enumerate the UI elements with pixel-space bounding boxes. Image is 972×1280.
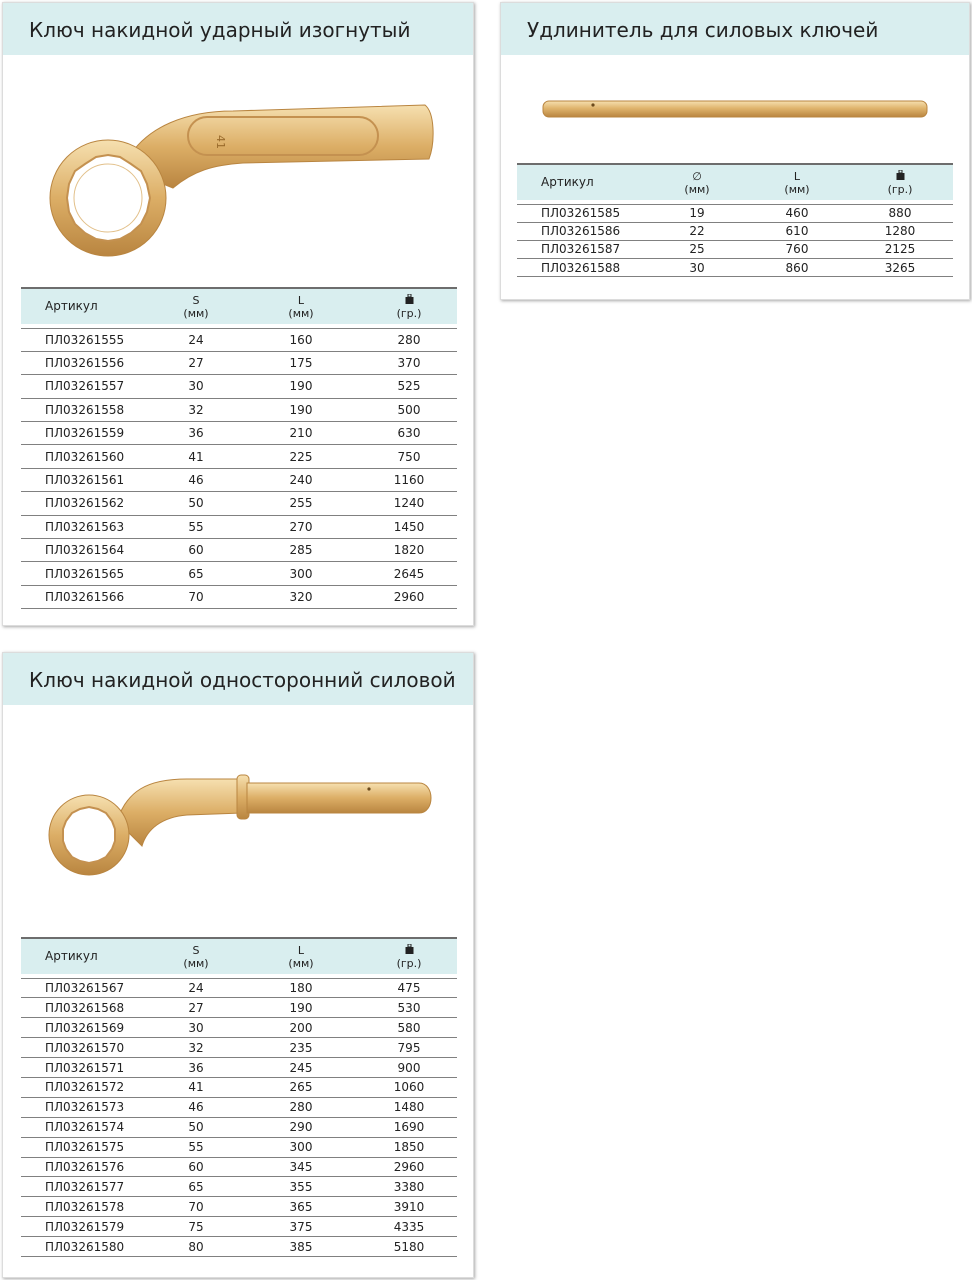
col-header-weight <box>361 288 457 324</box>
article-cell: ПЛ03261588 <box>517 259 647 277</box>
table-row <box>21 1157 457 1177</box>
length-cell: 200 <box>241 1018 361 1038</box>
col-header-l <box>747 164 847 200</box>
weight-cell: 3380 <box>361 1177 457 1197</box>
length-cell: 190 <box>241 398 361 421</box>
col-header-l-unit: (мм) <box>288 956 314 970</box>
weight-cell: 530 <box>361 998 457 1018</box>
card-title: Ключ накидной односторонний силовой <box>3 653 473 705</box>
article-cell: ПЛ03261556 <box>21 351 151 374</box>
weight-cell: 1160 <box>361 468 457 491</box>
weight-cell: 1280 <box>847 222 953 240</box>
article-cell: ПЛ03261569 <box>21 1018 151 1038</box>
weight-cell: 4335 <box>361 1217 457 1237</box>
length-cell: 190 <box>241 998 361 1018</box>
weight-cell: 3910 <box>361 1197 457 1217</box>
size-cell: 30 <box>151 1018 241 1038</box>
col-header-l-unit: (мм) <box>784 182 810 196</box>
size-cell: 80 <box>151 1237 241 1257</box>
weight-cell: 3265 <box>847 259 953 277</box>
weight-cell: 2125 <box>847 240 953 258</box>
article-cell: ПЛ03261576 <box>21 1157 151 1177</box>
size-cell: 46 <box>151 1097 241 1117</box>
size-cell: 19 <box>647 204 747 222</box>
length-cell: 300 <box>241 1137 361 1157</box>
extension-bar-image <box>541 97 931 125</box>
table-row <box>21 351 457 374</box>
table-row <box>21 1038 457 1058</box>
table-row <box>21 1197 457 1217</box>
length-cell: 375 <box>241 1217 361 1237</box>
size-cell: 32 <box>151 1038 241 1058</box>
size-cell: 41 <box>151 445 241 468</box>
size-cell: 27 <box>151 351 241 374</box>
spec-table <box>21 287 457 609</box>
col-header-l-top: L <box>297 293 305 307</box>
length-cell: 265 <box>241 1077 361 1097</box>
article-cell: ПЛ03261558 <box>21 398 151 421</box>
spec-table <box>21 937 457 1257</box>
product-card-extension <box>500 2 970 300</box>
weight-cell: 1060 <box>361 1077 457 1097</box>
article-cell: ПЛ03261573 <box>21 1097 151 1117</box>
article-cell: ПЛ03261560 <box>21 445 151 468</box>
spec-table <box>517 163 953 277</box>
size-cell: 55 <box>151 515 241 538</box>
article-cell: ПЛ03261571 <box>21 1058 151 1078</box>
length-cell: 175 <box>241 351 361 374</box>
length-cell: 180 <box>241 978 361 998</box>
article-cell: ПЛ03261579 <box>21 1217 151 1237</box>
table-row <box>21 1237 457 1257</box>
length-cell: 160 <box>241 328 361 351</box>
weight-cell: 1820 <box>361 539 457 562</box>
size-cell: 55 <box>151 1137 241 1157</box>
article-cell: ПЛ03261568 <box>21 998 151 1018</box>
article-cell: ПЛ03261578 <box>21 1197 151 1217</box>
article-cell: ПЛ03261577 <box>21 1177 151 1197</box>
size-cell: 22 <box>647 222 747 240</box>
wrench-marking: 41 <box>214 135 227 149</box>
col-header-weight <box>361 938 457 974</box>
table-row <box>21 468 457 491</box>
length-cell: 365 <box>241 1197 361 1217</box>
bent-striking-wrench-image <box>43 93 443 268</box>
length-cell: 290 <box>241 1117 361 1137</box>
product-card-bent-wrench <box>2 2 474 626</box>
article-cell: ПЛ03261562 <box>21 492 151 515</box>
length-cell: 235 <box>241 1038 361 1058</box>
size-cell: 60 <box>151 1157 241 1177</box>
article-cell: ПЛ03261570 <box>21 1038 151 1058</box>
table-row <box>21 1117 457 1137</box>
size-cell: 46 <box>151 468 241 491</box>
col-header-l <box>241 288 361 324</box>
weight-cell: 1450 <box>361 515 457 538</box>
col-header-l-top: L <box>793 169 801 183</box>
col-header-weight-unit: (гр.) <box>396 306 422 320</box>
weight-cell: 280 <box>361 328 457 351</box>
col-header-s-top: S <box>192 293 200 307</box>
col-header-s-unit: (мм) <box>183 306 209 320</box>
article-cell: ПЛ03261587 <box>517 240 647 258</box>
article-cell: ПЛ03261557 <box>21 375 151 398</box>
weight-icon <box>405 944 414 954</box>
weight-cell: 2960 <box>361 585 457 608</box>
size-cell: 24 <box>151 328 241 351</box>
size-cell: 30 <box>151 375 241 398</box>
size-cell: 41 <box>151 1077 241 1097</box>
table-row <box>21 422 457 445</box>
size-cell: 65 <box>151 1177 241 1197</box>
article-cell: ПЛ03261555 <box>21 328 151 351</box>
article-cell: ПЛ03261559 <box>21 422 151 445</box>
article-cell: ПЛ03261567 <box>21 978 151 998</box>
col-header-l-top: L <box>297 943 305 957</box>
table-row <box>21 398 457 421</box>
weight-cell: 1850 <box>361 1137 457 1157</box>
size-cell: 70 <box>151 585 241 608</box>
weight-cell: 475 <box>361 978 457 998</box>
table-row <box>21 1018 457 1038</box>
length-cell: 385 <box>241 1237 361 1257</box>
weight-cell: 630 <box>361 422 457 445</box>
col-header-s-top: S <box>192 943 200 957</box>
length-cell: 610 <box>747 222 847 240</box>
table-row <box>21 1217 457 1237</box>
col-header-article: Артикул <box>21 288 151 324</box>
size-cell: 60 <box>151 539 241 562</box>
article-cell: ПЛ03261566 <box>21 585 151 608</box>
weight-cell: 750 <box>361 445 457 468</box>
length-cell: 225 <box>241 445 361 468</box>
table-row <box>517 259 953 277</box>
size-cell: 25 <box>647 240 747 258</box>
col-header-diameter <box>647 164 747 200</box>
col-header-s <box>151 288 241 324</box>
length-cell: 245 <box>241 1058 361 1078</box>
length-cell: 860 <box>747 259 847 277</box>
length-cell: 280 <box>241 1097 361 1117</box>
weight-cell: 880 <box>847 204 953 222</box>
weight-cell: 1480 <box>361 1097 457 1117</box>
col-header-l-unit: (мм) <box>288 306 314 320</box>
size-cell: 75 <box>151 1217 241 1237</box>
weight-cell: 900 <box>361 1058 457 1078</box>
col-header-diameter-top: ∅ <box>692 169 702 183</box>
length-cell: 345 <box>241 1157 361 1177</box>
table-row <box>21 539 457 562</box>
table-row <box>21 375 457 398</box>
table-row <box>21 1177 457 1197</box>
weight-cell: 500 <box>361 398 457 421</box>
length-cell: 460 <box>747 204 847 222</box>
col-header-weight-unit: (гр.) <box>887 182 913 196</box>
col-header-l <box>241 938 361 974</box>
col-header-article: Артикул <box>21 938 151 974</box>
weight-cell: 5180 <box>361 1237 457 1257</box>
table-row <box>21 1137 457 1157</box>
table-row <box>517 240 953 258</box>
table-row <box>21 978 457 998</box>
size-cell: 70 <box>151 1197 241 1217</box>
weight-cell: 580 <box>361 1018 457 1038</box>
weight-cell: 2645 <box>361 562 457 585</box>
size-cell: 30 <box>647 259 747 277</box>
table-row <box>21 515 457 538</box>
length-cell: 320 <box>241 585 361 608</box>
weight-icon <box>405 294 414 304</box>
weight-icon <box>896 170 905 180</box>
length-cell: 355 <box>241 1177 361 1197</box>
col-header-article: Артикул <box>517 164 647 200</box>
card-title: Удлинитель для силовых ключей <box>501 3 969 55</box>
size-cell: 36 <box>151 422 241 445</box>
length-cell: 240 <box>241 468 361 491</box>
length-cell: 300 <box>241 562 361 585</box>
article-cell: ПЛ03261580 <box>21 1237 151 1257</box>
size-cell: 24 <box>151 978 241 998</box>
table-row <box>21 1058 457 1078</box>
article-cell: ПЛ03261575 <box>21 1137 151 1157</box>
weight-cell: 795 <box>361 1038 457 1058</box>
length-cell: 190 <box>241 375 361 398</box>
table-row <box>517 222 953 240</box>
length-cell: 760 <box>747 240 847 258</box>
weight-cell: 1690 <box>361 1117 457 1137</box>
weight-cell: 370 <box>361 351 457 374</box>
length-cell: 270 <box>241 515 361 538</box>
length-cell: 285 <box>241 539 361 562</box>
col-header-weight <box>847 164 953 200</box>
article-cell: ПЛ03261564 <box>21 539 151 562</box>
size-cell: 50 <box>151 1117 241 1137</box>
article-cell: ПЛ03261585 <box>517 204 647 222</box>
weight-cell: 1240 <box>361 492 457 515</box>
size-cell: 65 <box>151 562 241 585</box>
product-card-single-wrench <box>2 652 474 1278</box>
length-cell: 255 <box>241 492 361 515</box>
col-header-s-unit: (мм) <box>183 956 209 970</box>
article-cell: ПЛ03261561 <box>21 468 151 491</box>
size-cell: 50 <box>151 492 241 515</box>
article-cell: ПЛ03261565 <box>21 562 151 585</box>
weight-cell: 2960 <box>361 1157 457 1177</box>
col-header-s <box>151 938 241 974</box>
col-header-diameter-unit: (мм) <box>684 182 710 196</box>
single-ended-wrench-image <box>47 771 437 881</box>
table-row <box>21 445 457 468</box>
article-cell: ПЛ03261572 <box>21 1077 151 1097</box>
table-row <box>517 204 953 222</box>
table-row <box>21 562 457 585</box>
article-cell: ПЛ03261586 <box>517 222 647 240</box>
article-cell: ПЛ03261563 <box>21 515 151 538</box>
table-row <box>21 1097 457 1117</box>
article-cell: ПЛ03261574 <box>21 1117 151 1137</box>
card-title: Ключ накидной ударный изогнутый <box>3 3 473 55</box>
table-row <box>21 1077 457 1097</box>
weight-cell: 525 <box>361 375 457 398</box>
table-row <box>21 998 457 1018</box>
col-header-weight-unit: (гр.) <box>396 956 422 970</box>
size-cell: 36 <box>151 1058 241 1078</box>
table-row <box>21 492 457 515</box>
length-cell: 210 <box>241 422 361 445</box>
size-cell: 32 <box>151 398 241 421</box>
table-row <box>21 585 457 608</box>
table-row <box>21 328 457 351</box>
size-cell: 27 <box>151 998 241 1018</box>
